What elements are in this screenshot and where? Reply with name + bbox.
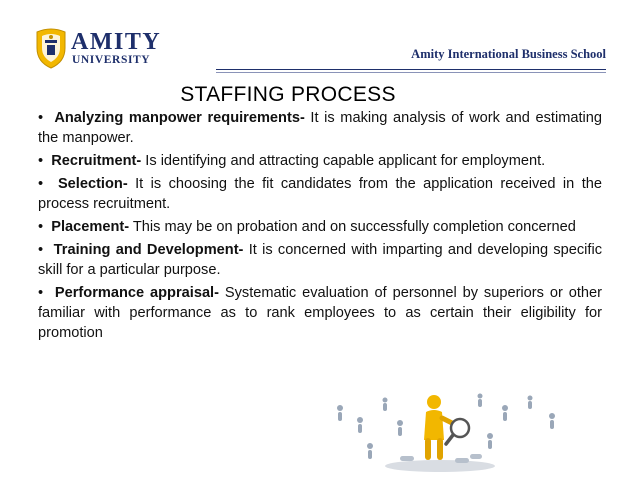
- bullet: •: [38, 219, 44, 235]
- bullet: •: [38, 285, 44, 301]
- amity-emblem-icon: [31, 26, 71, 70]
- item-text: It is concerned with imparting and developing specific skill for a particular purpose.: [38, 242, 602, 278]
- header-divider-thin: [216, 72, 606, 73]
- list-item: [38, 283, 602, 343]
- staffing-illustration: [330, 378, 570, 473]
- item-text: It is making analysis of work and estimating the manpower.: [38, 110, 603, 146]
- slide-title: [0, 83, 580, 107]
- item-text: It is choosing the fit candidates from the application received in the process recruitment.: [38, 176, 602, 212]
- item-term: Training and Development-: [53, 242, 244, 258]
- staffing-steps-list: [38, 108, 602, 346]
- header-divider: [216, 69, 606, 70]
- item-term: Analyzing manpower requirements-: [54, 110, 305, 126]
- logo-subtitle: UNIVERSITY: [72, 54, 151, 66]
- crowd-figures: [337, 394, 555, 460]
- bullet: •: [38, 176, 44, 192]
- item-text: This may be on probation and on successfully completion concerned: [129, 219, 576, 235]
- item-text: Is identifying and attracting capable applicant for employment.: [141, 153, 546, 169]
- item-term: Placement-: [51, 219, 130, 235]
- slide-title-text: STAFFING PROCESS: [180, 83, 396, 106]
- list-item: [38, 217, 602, 237]
- item-term: Selection-: [57, 176, 128, 192]
- bullet: •: [38, 242, 44, 258]
- amity-logo: [31, 26, 191, 70]
- list-item: [38, 174, 602, 214]
- item-text: Systematic evaluation of personnel by superiors or other familiar with performance as to rank employees to as certain their eligibility for promotion: [38, 285, 602, 341]
- logo-wordmark: AMITY: [71, 29, 162, 55]
- item-term: Recruitment-: [51, 153, 142, 169]
- bullet: •: [38, 153, 44, 169]
- school-name: Amity International Business School: [411, 47, 606, 61]
- bullet: •: [38, 110, 44, 126]
- list-item: [38, 108, 602, 148]
- list-item: [38, 151, 602, 171]
- list-item: [38, 240, 602, 280]
- item-term: Performance appraisal-: [54, 285, 219, 301]
- ground-shadow: [385, 460, 495, 472]
- magnifier-person: [424, 395, 469, 460]
